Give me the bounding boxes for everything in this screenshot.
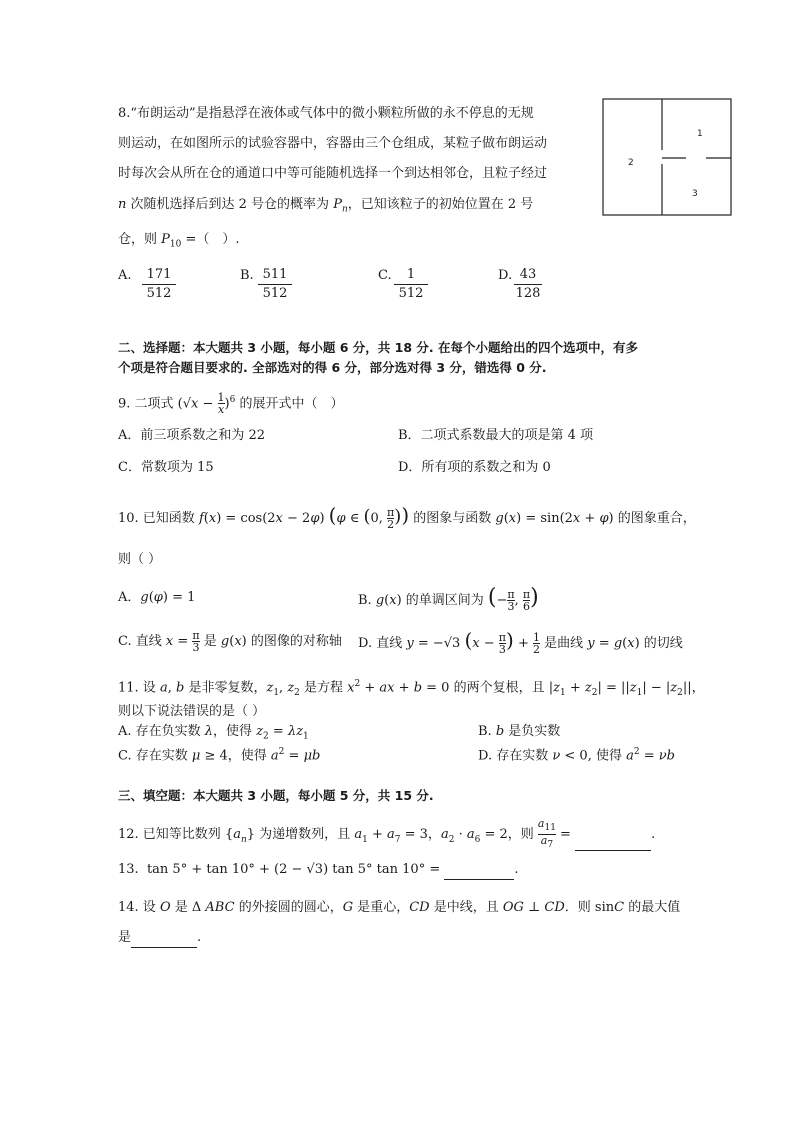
q8-line-3: 时每次会从所在仓的通道口中等可能随机选择一个到达相邻仓，且粒子经过 [118, 166, 548, 181]
q14-answer-blank[interactable] [131, 947, 197, 948]
q11-stem-2: 则以下说法错误的是（ ） [118, 704, 266, 719]
q12-answer-blank[interactable] [575, 850, 651, 851]
q14-line-1: 14. 设 O 是 Δ ABC 的外接圆的圆心，G 是重心，CD 是中线，且 OG ⊥ CD．则 sinC 的最大值 [118, 900, 681, 915]
q8-line-4: n 次随机选择后到达 2 号仓的概率为 $P_n$，已知该粒子的初始位置在 2 号 [118, 197, 534, 215]
q8-option-b-frac: $\frac{511}{512}$ [258, 266, 292, 303]
q13-stem: 13. tan 5° + tan 10° + (2 − √3) tan 5° tan 10° = . [118, 860, 519, 880]
q8-option-b[interactable]: B. [240, 268, 254, 283]
q8-option-d-frac: $\frac{43}{128}$ [515, 267, 541, 301]
q10-option-b[interactable]: B. g(x) 的单调区间为 (− $\frac{\pi}{3}$ , $\frac{\pi}{6}$ ) [358, 585, 539, 613]
q9-option-c[interactable]: C．常数项为 15 [118, 460, 214, 475]
q8-line-2: 则运动，在如图所示的试验容器中，容器由三个仓组成，某粒子做布朗运动 [118, 136, 548, 151]
q8-line-5: 仓，则 $P_{10}$ =（ ）. [118, 232, 240, 250]
q10-option-c[interactable]: C. 直线 x = $\frac{\pi}{3}$ 是 g(x) 的图像的对称轴 [118, 629, 342, 654]
q8-option-c-frac: $\frac{1}{512}$ [394, 266, 428, 303]
q11-option-c[interactable]: C. 存在实数 μ ≥ 4，使得 $a^2 = \mu b$ [118, 747, 321, 764]
q8-line-1: 8.“布朗运动”是指悬浮在液体或气体中的微小颗粒所做的永不停息的无规 [118, 106, 534, 121]
q9-stem: 9. 二项式 (√x − $\frac{1}{x}$ )$^6$ 的展开式中（ ） [118, 391, 344, 417]
q10-stem: 10. 已知函数 f(x) = cos(2x − 2φ) (φ ∈ (0, $\frac{\pi}{2}$ )) 的图象与函数 g(x) = sin(2x + φ) 的图象重合， [118, 503, 696, 531]
chamber-2-label: 2 [628, 158, 634, 168]
q14-line-2: 是 . [118, 928, 201, 948]
q13-answer-blank[interactable] [444, 879, 514, 880]
q11-stem: 11. 设 a, b 是非零复数，$z_1$, $z_2$ 是方程 $x^2$ + ax + b = 0 的两个复根，且 $|z_1 + z_2| = ||z_1| - |z_2||$， [118, 679, 705, 698]
q9-option-d[interactable]: D．所有项的系数之和为 0 [398, 460, 551, 475]
q8-option-c[interactable]: C. [378, 268, 392, 283]
q9-option-a[interactable]: A．前三项系数之和为 22 [118, 428, 266, 443]
q11-option-b[interactable]: B. b 是负实数 [478, 724, 561, 739]
q8-option-a[interactable]: A. [118, 268, 132, 283]
q10-stem-2: 则（ ） [118, 552, 162, 567]
q9-option-b[interactable]: B．二项式系数最大的项是第 4 项 [398, 428, 594, 443]
q11-option-d[interactable]: D. 存在实数 ν < 0, 使得 $a^2 = \nu b$ [478, 747, 675, 764]
q10-option-a[interactable]: A．g(φ) = 1 [118, 590, 196, 605]
q10-option-d[interactable]: D. 直线 y = −√3 (x − $\frac{\pi}{3}$ ) + $\frac{1}{2}$ 是曲线 y = g(x) 的切线 [358, 628, 683, 656]
section2-header-line-2: 个项是符合题目要求的. 全部选对的得 6 分，部分选对得 3 分，错选得 0 分. [118, 360, 547, 375]
container-diagram [602, 98, 732, 216]
q8-option-d[interactable]: D. [498, 268, 513, 283]
section3-header: 三、填空题：本大题共 3 小题，每小题 5 分，共 15 分. [118, 788, 434, 803]
section2-header-line-1: 二、选择题：本大题共 3 小题，每小题 6 分，共 18 分. 在每个小题给出的四个选项中，有多 [118, 340, 639, 355]
q8-option-a-frac: $\frac{171}{512}$ [142, 266, 176, 303]
q11-option-a[interactable]: A. 存在负实数 λ，使得 $z_2 = \lambda z_1$ [118, 724, 309, 742]
chamber-1-label: 1 [697, 129, 703, 139]
q12-stem: 12. 已知等比数列 $\{a_n\}$ 为递增数列，且 $a_1 + a_7 = 3$，$a_2 \cdot a_6 = 2$，则 $\frac{a_{11}}{a_7}$ = . [118, 817, 656, 851]
chamber-3-label: 3 [692, 189, 698, 199]
